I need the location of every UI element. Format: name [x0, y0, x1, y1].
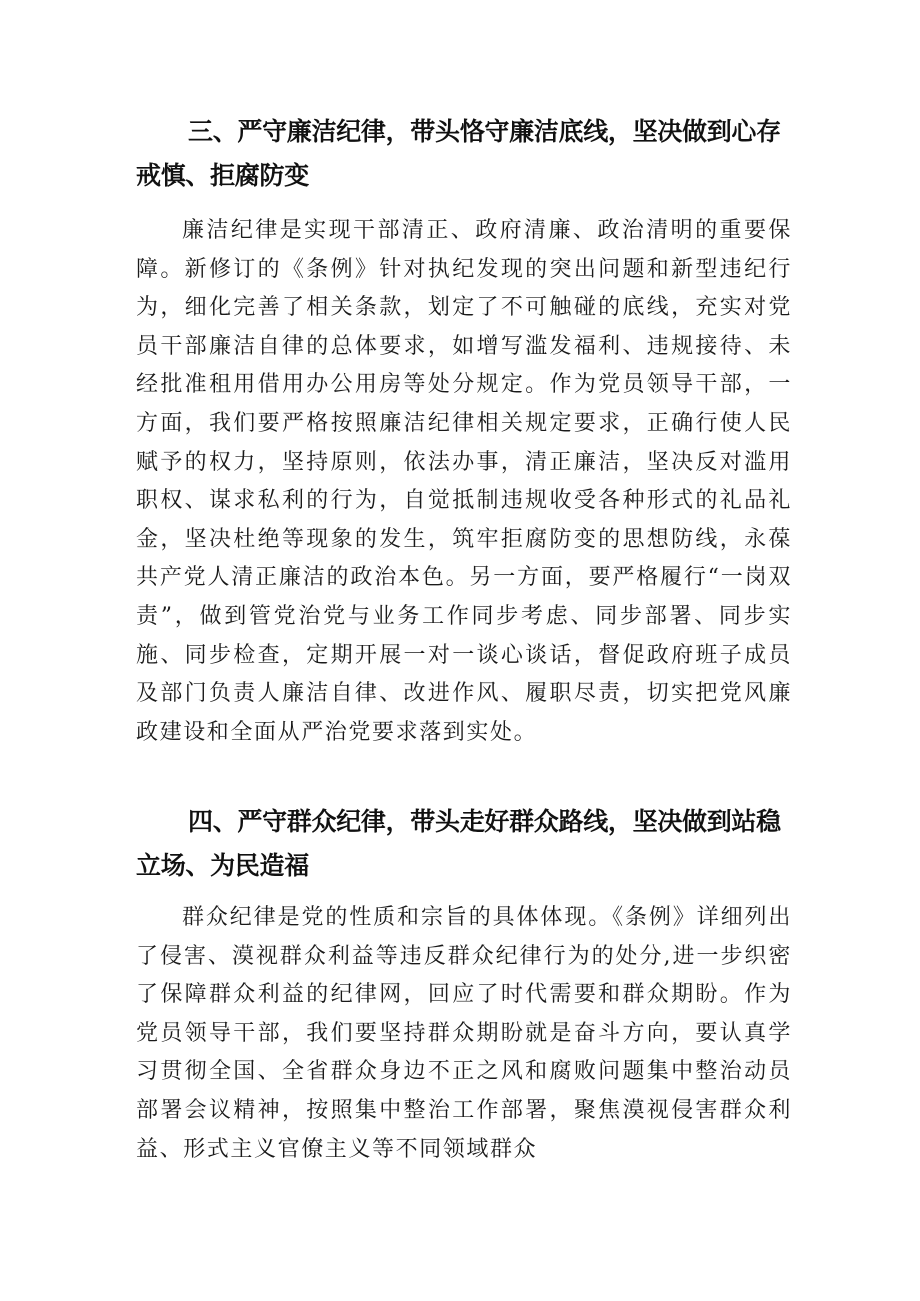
section-heading-4: 四、严守群众纪律，带头走好群众路线，坚决做到站稳立场、为民造福 [136, 807, 781, 880]
section-heading-3: 三、严守廉洁纪律，带头恪守廉洁底线，坚决做到心存戒慎、拒腐防变 [136, 117, 781, 190]
section-body-3: 廉洁纪律是实现干部清正、政府清廉、政治清明的重要保障。新修订的《条例》针对执纪发现的突出问题和新型违纪行为，细化完善了相关条款，划定了不可触碰的底线，充实对党员干部廉洁自律的总体要求，如增写滥发福利、违规接待、未经批准租用借用办公用房等处分规定。作为党员领导干部，一方面，我们要严格按照廉洁纪律相关规定要求，正确行使人民赋予的权力，坚持原则，依法办事，清正廉洁，坚决反对滥用职权、谋求私利的行为，自觉抵制违规收受各种形式的礼品礼金，坚决杜绝等现象的发生，筑牢拒腐防变的思想防线，永葆共产党人清正廉洁的政治本色。另一方面，要严格履行“一岗双责”，做到管党治党与业务工作同步考虑、同步部署、同步实施、同步检查，定期开展一对一谈心谈话，督促政府班子成员及部门负责人廉洁自律、改进作风、履职尽责，切实把党风廉政建设和全面从严治党要求落到实处。 [136, 218, 792, 745]
section-body-4: 群众纪律是党的性质和宗旨的具体体现。《条例》详细列出了侵害、漠视群众利益等违反群众纪律行为的处分,进一步织密了保障群众利益的纪律网，回应了时代需要和群众期盼。作为党员领导干部，我们要坚持群众期盼就是奋斗方向，要认真学习贯彻全国、全省群众身边不正之风和腐败问题集中整治动员部署会议精神，按照集中整治工作部署，聚焦漠视侵害群众利益、形式主义官僚主义等不同领域群众 [136, 905, 792, 1162]
